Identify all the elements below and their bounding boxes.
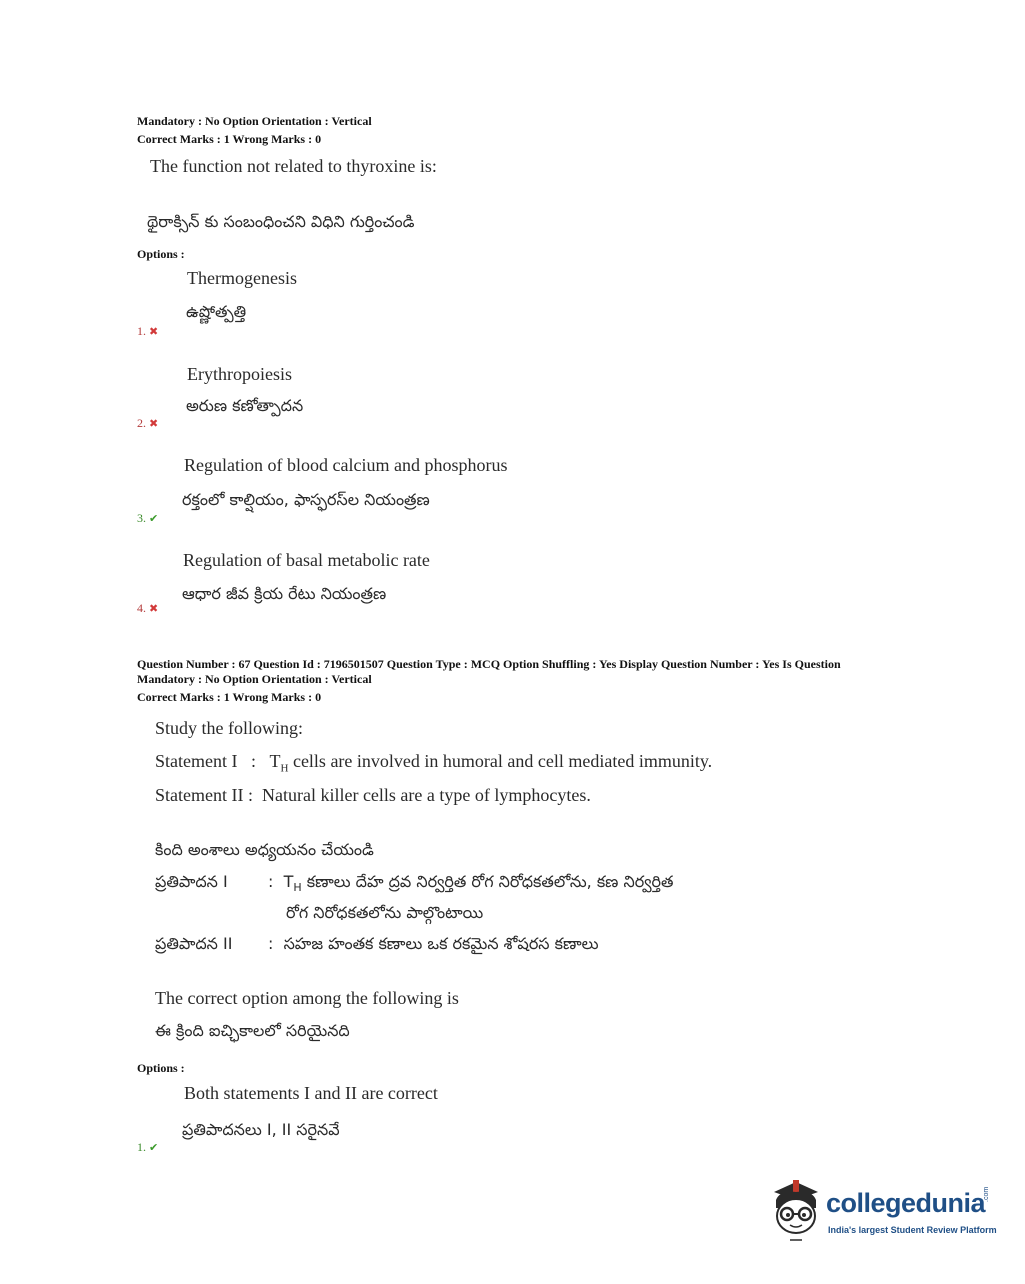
- q67-statement1-te-label: ప్రతిపాదన I: [155, 872, 228, 891]
- q67-statement1-te-text: [268, 872, 673, 895]
- q67-ask-te: ఈ క్రింది ఐచ్ఛికాలలో సరియైనది: [155, 1021, 350, 1040]
- q67-statement2-en: [155, 785, 591, 806]
- q67-statement1-en: [155, 751, 712, 775]
- th-letter: T: [283, 872, 294, 891]
- q66-option2-marker: [137, 416, 158, 431]
- option-number: 1.: [137, 1140, 146, 1154]
- q66-option4-te: ఆధార జీవ క్రియ రేటు నియంత్రణ: [182, 584, 387, 603]
- q66-option1-en: Thermogenesis: [187, 268, 297, 288]
- statement1-separator: :: [250, 751, 256, 771]
- q66-option1-te: ఉష్ణోత్పత్తి: [186, 302, 247, 321]
- brand-name: collegedunia: [826, 1188, 986, 1218]
- q66-option4-marker: [137, 601, 158, 616]
- th-letter: T: [269, 751, 281, 771]
- q67-statement2-te-label: ప్రతిపాదన II: [155, 934, 233, 953]
- mascot-icon: [766, 1178, 826, 1244]
- statement2-text: Natural killer cells are a type of lymphocytes.: [261, 785, 591, 805]
- q67-option1-en: Both statements I and II are correct: [184, 1083, 438, 1103]
- q67-ask-en: The correct option among the following is: [155, 988, 459, 1008]
- statement1-label: Statement I: [155, 751, 238, 771]
- cross-icon: ✖: [149, 602, 159, 615]
- option-number: 2.: [137, 416, 146, 430]
- q66-option2-en: Erythropoiesis: [187, 364, 292, 384]
- th-subscript: H: [280, 762, 289, 775]
- check-icon: ✔: [149, 1141, 159, 1154]
- statement2-te-separator: :: [268, 934, 274, 953]
- q67-meta-line3: Correct Marks : 1 Wrong Marks : 0: [137, 690, 322, 704]
- statement1-te-line1: కణాలు దేహ ద్రవ నిర్వర్తిత రోగ నిరోధకతలోను, కణ నిర్వర్తిత: [306, 872, 674, 891]
- q66-option2-te: అరుణ కణోత్పాదన: [186, 396, 304, 415]
- th-subscript: H: [293, 881, 302, 895]
- statement1-text: cells are involved in humoral and cell mediated immunity.: [292, 751, 713, 771]
- q66-meta-line1: Mandatory : No Option Orientation : Vertical: [137, 114, 372, 128]
- statement2-label: Statement II :: [155, 785, 253, 805]
- q66-question-en: The function not related to thyroxine is:: [150, 156, 437, 176]
- q67-intro-te: కింది అంశాలు అధ్యయనం చేయండి: [155, 840, 374, 859]
- q67-meta-line1: Question Number : 67 Question Id : 7196501507 Question Type : MCQ Option Shuffling : Yes Display Question Number : Yes Is Question: [137, 657, 841, 671]
- q66-meta-line2: Correct Marks : 1 Wrong Marks : 0: [137, 132, 322, 146]
- cross-icon: ✖: [149, 417, 159, 430]
- q67-meta-line2: Mandatory : No Option Orientation : Vertical: [137, 672, 372, 686]
- statement2-te-body: సహజ హంతక కణాలు ఒక రకమైన శోషరస కణాలు: [283, 934, 599, 953]
- q66-option3-te: రక్తంలో కాల్షియం, ఫాస్ఫరస్‌ల నియంత్రణ: [182, 490, 430, 509]
- q67-option1-marker: [137, 1140, 158, 1155]
- q66-option3-marker: [137, 511, 158, 526]
- q66-option1-marker: [137, 324, 158, 339]
- collegedunia-watermark: [766, 1178, 996, 1248]
- option-number: 1.: [137, 324, 146, 338]
- q66-question-te: థైరాక్సిన్ కు సంబంధించని విధిని గుర్తించండి: [147, 212, 415, 231]
- option-number: 3.: [137, 511, 146, 525]
- q67-option1-te: ప్రతిపాదనలు I, II సరైనవే: [182, 1120, 340, 1139]
- statement1-te-separator: :: [268, 872, 274, 891]
- q67-options-label: Options :: [137, 1061, 185, 1075]
- cross-icon: ✖: [149, 325, 159, 338]
- option-number: 4.: [137, 601, 146, 615]
- brand-suffix: .com: [983, 1186, 990, 1202]
- q67-statement2-te-text: [268, 934, 599, 957]
- q67-intro-en: Study the following:: [155, 718, 303, 738]
- q66-options-label: Options :: [137, 247, 185, 261]
- brand-tagline: India's largest Student Review Platform: [828, 1225, 997, 1235]
- q67-statement1-te-line2: రోగ నిరోధకతలోను పాల్గొంటాయి: [286, 903, 484, 922]
- q66-option4-en: Regulation of basal metabolic rate: [183, 550, 430, 570]
- q66-option3-en: Regulation of blood calcium and phosphorus: [184, 455, 508, 475]
- check-icon: ✔: [149, 512, 159, 525]
